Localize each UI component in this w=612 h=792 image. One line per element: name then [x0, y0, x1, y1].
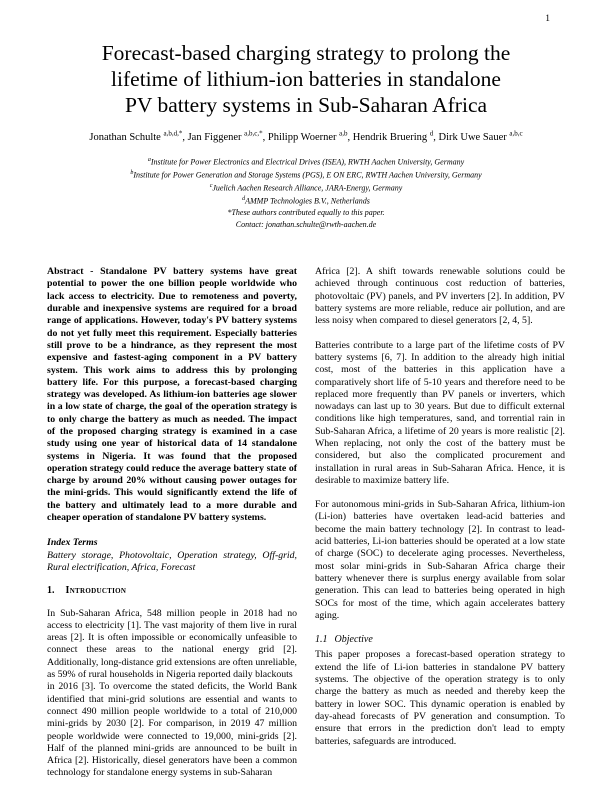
author-name: Jonathan Schulte [89, 131, 164, 143]
introduction-text-part-2: in 2016 [3]. To overcome the stated deficits, the World Bank identified that mini-grid solutions are essential and wants to connect 490 million people worldwide to a total of 210,000 mini-grids by 2030 [2]. For comparison, in 2019 47 million people worldwide were connected to 19,000, mini-grids [2]. Half of the planned mini-grids are announced to be built in Africa [2]. Historically, diesel generators have been a common technology for standalone energy systems in sub-Saharan [47, 681, 297, 779]
author [352, 129, 439, 143]
affiliation-text: Institute for Power Generation and Storage Systems (PGS), E ON ERC, RWTH Aachen University, Germany [133, 170, 482, 180]
author-superscript: a,b,c [509, 129, 523, 137]
author-separator: , [182, 131, 188, 143]
abstract-text: Standalone PV battery systems have great potential to power the one billion people worldwide who lack access to electricity. Due to remoteness and poverty, durable and inexpensive systems are required for a broad range of applications. However, today's PV battery systems do not yet fully meet this requirement. Especially batteries still prove to be a hindrance, as they represent the most expensive and fastest-aging component in a PV battery system. This work aims to address this by prolonging battery life. For this purpose, a forecast-based charging strategy was developed. As lithium-ion batteries age slower in a low state of charge, the goal of the operation strategy is to only charge the battery as much as needed. The impact of the proposed charging strategy is examined in a case study using one year of historical data of 14 standalone systems in Nigeria. It was found that the proposed operation strategy could reduce the average battery state of charge by around 20% without causing power outages for the mini-grids. This would significantly extend the life of the battery and ultimately lead to a more durable and cheaper operation of standalone PV battery systems. [47, 266, 297, 524]
subsection-number: 1.1 [315, 634, 328, 646]
author-name: Dirk Uwe Sauer [438, 131, 510, 143]
introduction-paragraph [47, 608, 297, 780]
affiliation-line [47, 168, 565, 181]
affiliation-line [47, 194, 565, 207]
body-columns [47, 266, 565, 780]
body-paragraph: Batteries contribute to a large part of the lifetime costs of PV battery systems [6, 7]. In addition to the already high initial cost, most of the batteries in this application have a comparatively short life of 5-10 years and therefore need to be replaced more frequently than PV panels or inverters, which nowadays can last up to 30 years. But due to difficult external conditions like high temperatures, sand, and torrential rain in Sub-Saharan Africa, a lifetime of 20 years is more realistic [2]. When replacing, not only the cost of the battery must be considered, but also the complicated procurement and installation in rural areas in Sub-Saharan Africa. Hence, it is desirable to maximize battery life. [315, 339, 565, 486]
author-superscript: d [429, 129, 434, 137]
author-superscript: a,b,c,* [244, 129, 263, 137]
body-paragraph: Africa [2]. A shift towards renewable solutions could be achieved through continuous cost reduction of batteries, photovoltaic (PV) panels, and PV inverters [2]. In addition, PV battery systems are more reliable, reduce air pollution, and are less noisy when compared to diesel generators [2, 4, 5]. [315, 266, 565, 327]
affiliation-superscript: d [242, 195, 246, 202]
paper-title-line-2: lifetime of lithium-ion batteries in standalone [111, 67, 501, 91]
paper-title [47, 40, 565, 118]
affiliation-line [47, 155, 565, 168]
author-separator: , [433, 131, 439, 143]
author [267, 129, 353, 143]
index-terms-label: Index Terms [47, 537, 98, 549]
author-separator: , [347, 131, 353, 143]
author [438, 129, 523, 143]
affiliation-text: AMMP Technologies B.V., Netherlands [245, 196, 370, 206]
paper-title-line-1: Forecast-based charging strategy to prolong the [101, 41, 511, 65]
index-terms-list: Battery storage, Photovoltaic, Operation strategy, Off-grid, Rural electrification, Africa, Forecast [47, 549, 297, 573]
author-name: Jan Figgener [187, 131, 245, 143]
subsection-heading-objective [315, 634, 565, 646]
body-paragraph: For autonomous mini-grids in Sub-Saharan Africa, lithium-ion (Li-ion) batteries have overtaken lead-acid batteries and become the main battery technology [2]. In contrast to lead-acid batteries, Li-ion batteries should be operated at a low state of charge (SOC) to decelerate aging processes. Nevertheless, most solar mini-grids in Sub-Saharan Africa charge their battery whenever there is surplus energy available from solar generation. This can lead to batteries being operated in high SOCs for most of the time, which again accelerates battery aging. [315, 499, 565, 621]
author [89, 129, 188, 143]
author [187, 129, 268, 143]
page-number: 1 [545, 14, 550, 24]
author-name: Philipp Woerner [267, 131, 340, 143]
contact-line: Contact: jonathan.schulte@rwth-aachen.de [235, 219, 377, 229]
affiliation-line [47, 181, 565, 194]
affiliation-superscript: c [209, 182, 213, 189]
abstract-label: Abstract [47, 266, 84, 278]
affiliation-text: Institute for Power Electronics and Electrical Drives (ISEA), RWTH Aachen University, Germany [150, 157, 465, 167]
affiliation-text: Juelich Aachen Research Alliance, JARA-Energy, Germany [212, 183, 403, 193]
equal-contribution-note: *These authors contributed equally to this paper. [227, 208, 385, 218]
subsection-title: Objective [334, 634, 373, 646]
index-terms-block [47, 537, 297, 574]
author-separator: , [262, 131, 268, 143]
authors-line [47, 127, 565, 144]
section-heading-introduction [47, 585, 297, 597]
affiliation-superscript: a [147, 156, 151, 163]
abstract-paragraph [47, 266, 297, 524]
right-column [315, 266, 565, 780]
abstract-separator: - [83, 266, 101, 278]
section-title: Introduction [65, 585, 127, 597]
affiliations-block [47, 155, 565, 231]
author-name: Hendrik Bruering [352, 131, 430, 143]
author-superscript: a,b [339, 129, 348, 137]
left-column [47, 266, 297, 780]
objective-paragraph: This paper proposes a forecast-based operation strategy to extend the life of Li-ion batteries in standalone PV battery systems. The objective of the operation strategy is to only charge the battery as much as needed and thereby keep the battery in lower SOC. This dynamic operation is enabled by day-ahead forecasts of PV generation and consumption. To ensure that errors in the prediction don't lead to empty batteries, safeguards are introduced. [315, 649, 565, 747]
introduction-text-part-1: In Sub-Saharan Africa, 548 million people in 2018 had no access to electricity [1]. The vast majority of them live in rural areas [2]. It is often impossible or economically unfeasible to connect these areas to the national energy grid [2]. Additionally, long-distance grid extensions are often unreliable, as 59% of rural households in Nigeria reported daily blackouts [47, 607, 297, 681]
paper-title-line-3: PV battery systems in Sub-Saharan Africa [124, 93, 488, 117]
affiliation-superscript: b [130, 169, 134, 176]
section-number: 1. [47, 585, 55, 597]
author-superscript: a,b,d,* [163, 129, 183, 137]
